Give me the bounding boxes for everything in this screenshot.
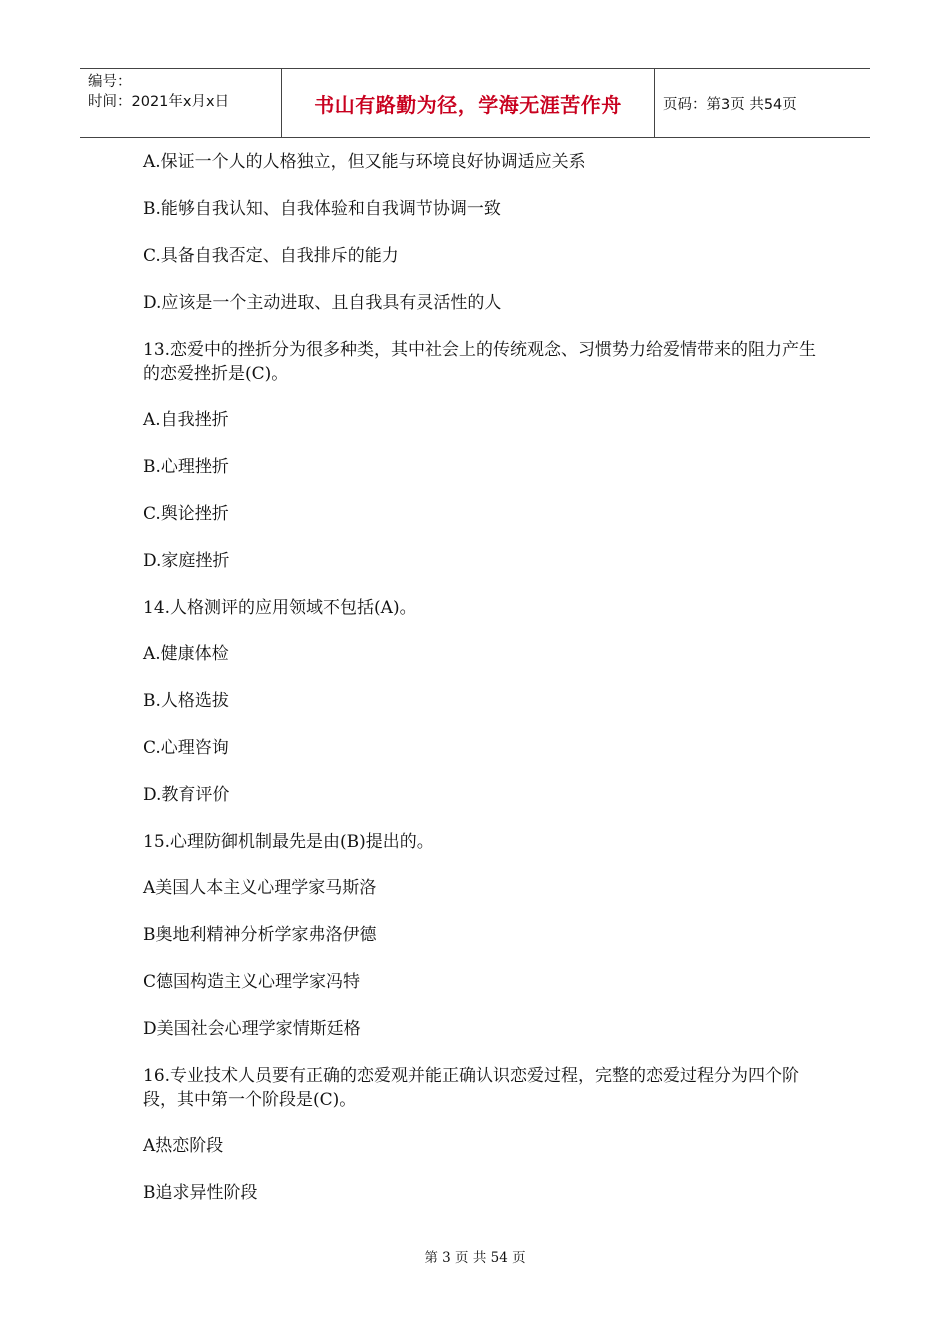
header-meta <box>80 69 282 137</box>
option-line: A美国人本主义心理学家马斯洛 <box>143 878 377 898</box>
option-line: C.舆论挫折 <box>143 504 229 524</box>
option-line: C.心理咨询 <box>143 738 229 758</box>
option-line: B.心理挫折 <box>143 457 229 477</box>
header-page-info: 页码：第3页 共54页 <box>663 96 797 113</box>
option-line: C德国构造主义心理学家冯特 <box>143 972 361 992</box>
option-line: C.具备自我否定、自我排斥的能力 <box>143 246 399 266</box>
number-label: 编号： <box>88 74 132 90</box>
header-motto: 书山有路勤为径，学海无涯苦作舟 <box>282 69 655 137</box>
option-line: D美国社会心理学家情斯廷格 <box>143 1019 361 1039</box>
question-line: 13.恋爱中的挫折分为很多种类，其中社会上的传统观念、习惯势力给爱情带来的阻力产生的恋爱挫折是(C)。 <box>143 340 817 384</box>
option-line: A.自我挫折 <box>143 410 229 430</box>
option-line: A.保证一个人的人格独立，但又能与环境良好协调适应关系 <box>143 152 586 172</box>
option-line: D.教育评价 <box>143 785 230 805</box>
page-header <box>80 68 870 138</box>
option-line: A热恋阶段 <box>143 1136 224 1156</box>
option-line: A.健康体检 <box>143 644 229 664</box>
option-line: B.人格选拔 <box>143 691 229 711</box>
question-line: 15.心理防御机制最先是由(B)提出的。 <box>143 832 434 852</box>
option-line: B.能够自我认知、自我体验和自我调节协调一致 <box>143 199 501 219</box>
option-line: B追求异性阶段 <box>143 1183 258 1203</box>
question-line: 14.人格测评的应用领域不包括(A)。 <box>143 598 417 618</box>
option-line: B奥地利精神分析学家弗洛伊德 <box>143 925 377 945</box>
option-line: D.家庭挫折 <box>143 551 230 571</box>
page-footer: 第 3 页 共 54 页 <box>424 1250 526 1266</box>
time-label: 时间：2021年x月x日 <box>88 94 230 110</box>
option-line: D.应该是一个主动进取、且自我具有灵活性的人 <box>143 293 502 313</box>
document-body <box>143 150 823 1228</box>
question-line: 16.专业技术人员要有正确的恋爱观并能正确认识恋爱过程，完整的恋爱过程分为四个阶段，其中第一个阶段是(C)。 <box>143 1066 800 1110</box>
